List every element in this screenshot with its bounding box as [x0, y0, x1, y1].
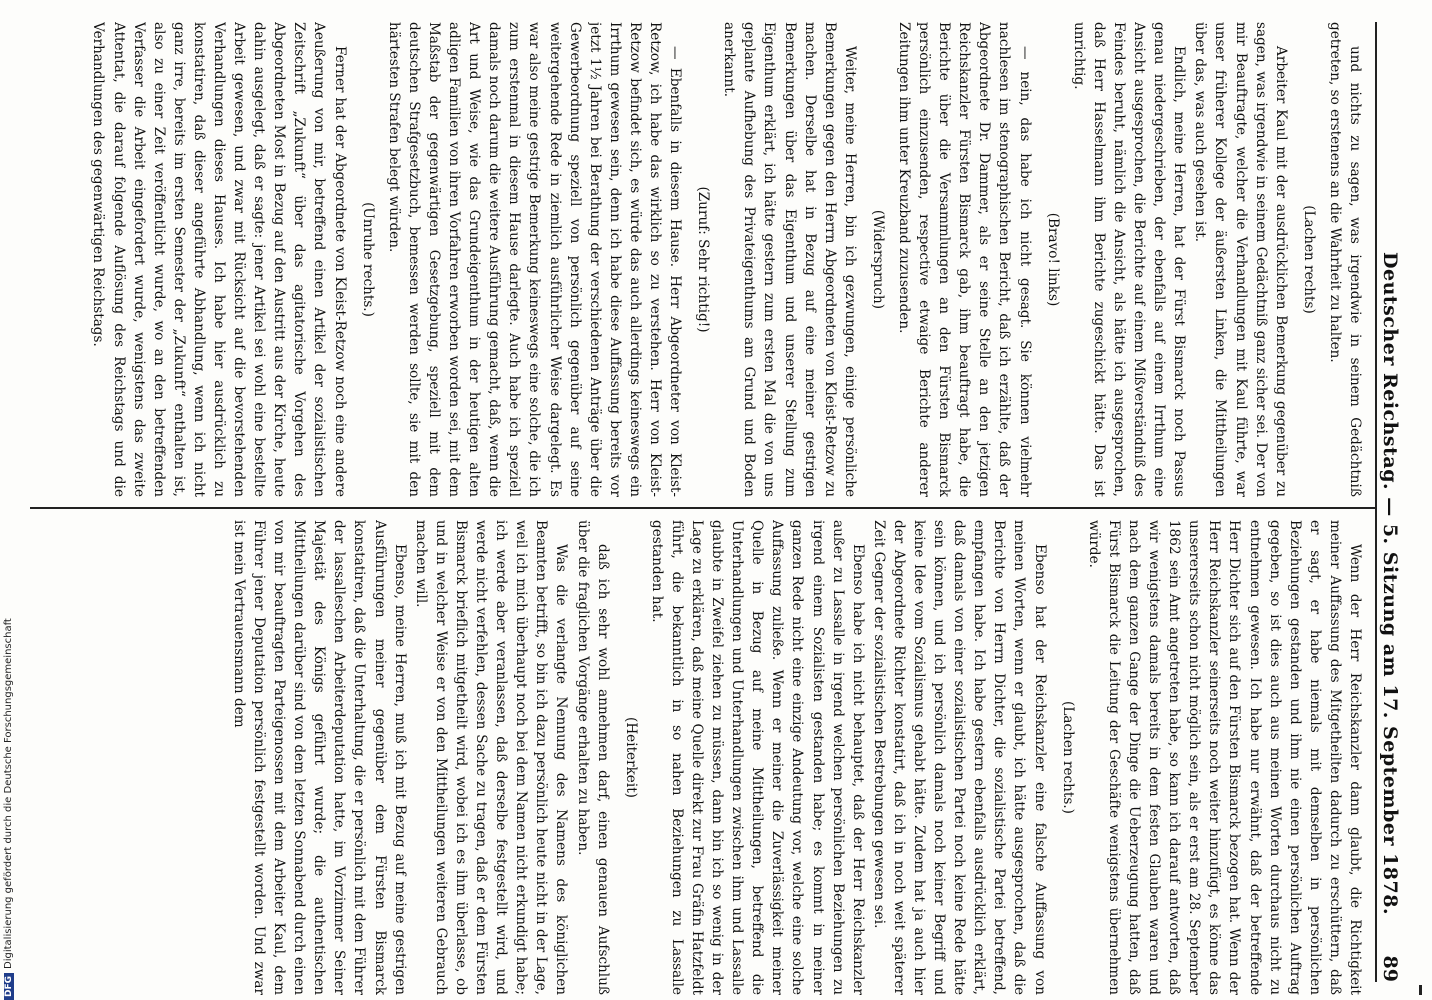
- interjection: (Lachen rechts.): [1059, 701, 1076, 814]
- dfg-logo: DFG: [4, 973, 14, 1000]
- paragraph: Endlich, meine Herren, hat der Fürst Bismarck noch Passus genau niedergeschrieben, der ebenfalls auf einem Irrthum eine Ansicht ausgesprochen, die Berichte auf einem Mißverständniß des Feindes beruht, nämlich die Ansicht, als hätte ich ausgesprochen, daß Herr Hasselmann ihm Berichte zugeschickt hätte. Das ist unrichtig.: [1070, 22, 1188, 497]
- paragraph: Arbeiter Kaul mit der ausdrücklichen Bemerkung gegenüber zu sagen, was irgendwie in seinem Gedächtniß ganz sicher sei. Der von mir Beauftragte, welcher die Verhandlungen mit Kaul führte, war unser früherer Kollege der äußersten Linken, die Mittheilungen über das, was auch gesehen ist.: [1192, 22, 1289, 497]
- paragraph: Ferner hat der Abgeordnete von Kleist-Retzow noch eine andere Aeußerung von mir, betreffend einen Artikel der sozialistischen Zeitschrift „Zukunft“ über das agitatorische Vorgehen des Abgeordneten Most in Bezug auf den Austritt aus der Kirche, heute dahin ausgelegt, daß er sagte: jener Artikel sei wohl eine bestellte Arbeit gewesen, und zwar mit Rücksicht auf die bevorstehenden Verhandlungen dieses Hauses. Ich habe hier ausdrücklich zu konstatiren, daß dieser angeführte Abhandlung, wenn ich nicht ganz irre, bereits im ersten Semester der „Zukunft“ enthalten ist, also zu einer Zeit veröffentlicht wurde, wo an den betreffenden Verfasser die Arbeit eingefordert wurde, wenigstens das zweite Attentat, die darauf folgende Auflösung des Reichstags und die Verhandlungen des gegenwärtigen Reichstags.: [90, 22, 348, 497]
- paragraph: und nichts zu sagen, was irgendwie in seinem Gedächtniß getreten, so erstenens an die Wahrheit zu halten.: [1326, 22, 1363, 497]
- interjection: (Heiterkeit): [622, 717, 639, 798]
- page-header: [1373, 22, 1403, 982]
- interjection: (Zuruf: Sehr richtig!): [695, 186, 712, 333]
- paragraph: daß ich sehr wohl annehmen darf, einen genauen Aufschluß über die fraglichen Vorgänge erhalten zu haben.: [574, 520, 611, 995]
- column-left: [30, 22, 1365, 497]
- footer-credit: [3, 618, 17, 1000]
- scan-artifact: [1419, 985, 1422, 995]
- paragraph: Ebenso habe ich nicht behauptet, daß der Herr Reichskanzler außer zu Lassalle in irgend welchen persönlichen Beziehungen zu irgend einem Sozialisten gestanden habe; es kommt in meiner ganzen Rede nicht eine einzige Andeutung vor, welche eine solche Auffassung zuließe. Wenn er meiner die Zuverlässigkeit meiner Quelle in Bezug auf meine Mittheilungen, betreffend die Unterhandlungen und Unterhandlungen zwischen ihm und Lassalle glaubte in Zweifel ziehen zu müssen, dann bin ich so wenig in der Lage zu erklären, daß meine Quelle direkt zur Frau Gräfin Hatzfeldt führt, die bekanntlich in so nahen Beziehungen zu Lassalle gestanden hat.: [648, 520, 866, 995]
- column-right: [30, 520, 1365, 995]
- interjection: (Unruhe rechts.): [359, 202, 376, 317]
- header-rule: [1375, 22, 1377, 982]
- rotated-page-content: [15, 12, 1415, 1000]
- interjection: (Bravo! links): [1044, 212, 1061, 307]
- paragraph: Ebenso hat der Reichskanzler eine falsche Auffassung von meinen Worten, wenn er glaubt, ich hätte ausgesprochen, daß die Berichte von Herrn Dichter, die sozialistische Partei betreffend, empfangen habe. Ich habe gestern ebenfalls ausdrücklich erklärt, daß damals von einer sozialistischen Partei noch keine Rede hätte sein können, und ich persönlich damals noch keiner Begriff und keine Idee vom Sozialismus gehabt hätte. Zudem hat ja auch hier der Abgeordnete Richter konstatirt, daß ich in noch weit späterer Zeit Gegner der sozialistischen Bestrebungen gewesen sei.: [870, 520, 1048, 995]
- interjection: (Widerspruch): [869, 209, 886, 310]
- paragraph: Ebenso, meine Herren, muß ich mit Bezug auf meine gestrigen Ausführungen meiner gegenüber dem Fürsten Bismarck konstatiren, daß die Unterhaltung, die er persönlich mit dem Führer der lassalleschen Arbeiterdeputation hatte, im Vorzimmer Seiner Majestät des Königs geführt wurde; die authentischen Mittheilungen darüber sind von dem letzten Sonnabend durch einen von mir beauftragten Parteigenossen mit dem Arbeiter Kaul, dem Führer jener Deputation persönlich festgestellt worden. Und zwar ist mein Vertrauensmann dem: [230, 520, 408, 995]
- column-divider: [30, 507, 1375, 509]
- paragraph: Weiter, meine Herren, bin ich gezwungen, einige persönliche Bemerkungen gegen den Herrn Abgeordneten von Kleist-Retzow zu machen. Derselbe hat in Bezug auf eine meiner gestrigen Bemerkungen über das Eigenthum und unserer Stellung zum Eigenthum erklärt, ich hätte gestern zum ersten Mal die von uns geplante Aufhebung des Privateigenthums am Grund und Boden anerkannt.: [721, 22, 858, 497]
- paragraph: Was die verlangte Nennung des Namens des königlichen Beamten betrifft, so bin ich dazu persönlich heute nicht in der Lage, weil ich mich überhaupt noch bei dem Namen nicht erkundigt habe; ich werde aber veranlassen, daß derselbe festgestellt wird, und werde nicht verfehlen, dessen Sache zu tragen, daß er dem Fürsten Bismarck brieflich mitgetheilt wird, wobei ich es ihm überlasse, ob und in welcher Weise er von den Mittheilungen weiteren Gebrauch machen will.: [412, 520, 570, 995]
- header-title: Deutscher Reichstag. — 5. Sitzung am 17. September 1878.: [1379, 252, 1401, 916]
- page-number: 89: [1379, 955, 1401, 982]
- paragraph: — nein, das habe ich nicht gesagt. Sie können vielmehr nachlesen im stenographischen Bericht, daß ich erzählte, daß der Abgeordnete Dr. Dammer, als er seine Stelle an den jetzigen Reichskanzler Fürsten Bismarck gab, ihm beauftragt habe, die Berichte über die Versammlungen an den Fürsten Bismarck persönlich einzusenden, respective etwaige Berichte anderer Zeitungen ihm unter Kreuzband zuzusenden.: [896, 22, 1033, 497]
- paragraph: — Ebenfalls in diesem Hause. Herr Abgeordneter von Kleist-Retzow, ich habe das wirklich so zu verstehen. Herr von Kleist-Retzow befindet sich, es würde das auch allerdings keineswegs ein Irrthum gewesen sein, denn ich habe diese Auffassung bereits vor jetzt 1½ Jahren bei Berathung der verschiedenen Anträge über die Gewerbeordnung speziell von persönlich gegenüber auf seine weitergehende Rede in ziemlich ausführlicher Weise dargelegt. Es war also meine gestrige Bemerkung keineswegs eine solche, die ich zum erstenmal in diesem Hause darlegte. Auch habe ich speziell damals noch darum die weitere Ausführung gemacht, daß, wenn die Art und Weise, wie das Grundeigenthum in der heutigen alten adligen Familien von ihren Vorfahren erworben worden sei, mit dem Maßstab der gegenwärtigen Gesetzgebung, speziell mit dem deutschen Strafgesetzbuch, bemessen werden sollte, sie mit den härtesten Strafen belegt würden.: [385, 22, 684, 497]
- paragraph: Wenn der Herr Reichskanzler dann glaubt, die Richtigkeit meiner Auffassung des Mitgetheilten dadurch zu erschüttern, daß er sagt, er habe niemals mit demselben in persönlichen Beziehungen gestanden und ihm nie einen persönlichen Auftrag gegeben, so ist dies auch aus meinen Worten durchaus nicht zu entnehmen gewesen. Ich habe nur erwähnt, daß der betreffende Herr Dichter sich auf den Fürsten Bismarck bezogen hat. Wenn der Herr Reichskanzler seinerseits noch weiter hinzufügt, es könne das unsererseits schon nicht möglich sein, als er erst am 28. September 1862 sein Amt angetreten habe, so kann ich darauf antworten, daß wir wenigstens damals bereits in dem festen Glauben waren und nach dem ganzen Gange der Dinge die Ueberzeugung hatten, daß Fürst Bismarck die Leitung der Geschäfte wenigstens übernehmen würde.: [1085, 520, 1363, 995]
- interjection: (Lachen rechts): [1300, 205, 1317, 314]
- footer-text: Digitalisierung gefördert durch die Deutsche Forschungsgemeinschaft: [3, 618, 14, 969]
